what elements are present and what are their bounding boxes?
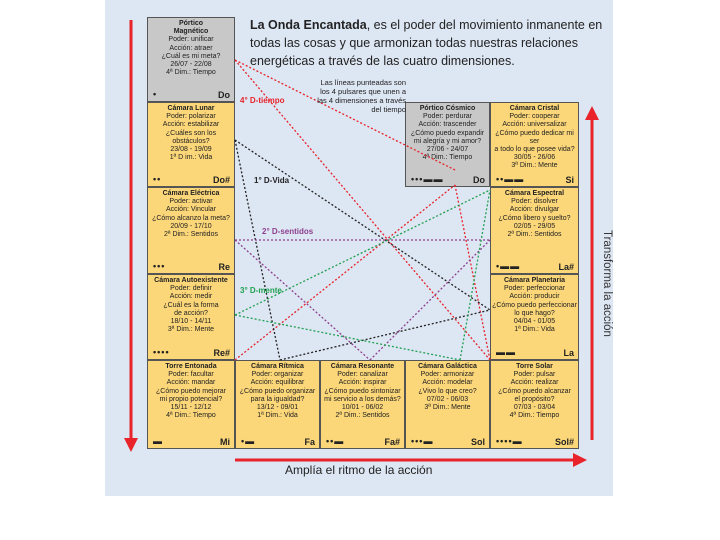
cell-line: Acción: universalizar (502, 121, 567, 129)
cell-line: ¿Vivo lo que creo? (418, 387, 477, 395)
line-sentidos-2 (235, 240, 370, 360)
label-vida: 1° D-Vida (254, 176, 290, 185)
cell-line: ¿Cómo puedo dedicar mi ser (495, 129, 574, 145)
cell-line: lo que hago? (514, 309, 555, 317)
cell-line: Poder: organizar (251, 371, 304, 379)
cell-title: Magnético (173, 28, 209, 36)
musical-note: Fa# (384, 436, 400, 447)
musical-note: La (563, 347, 574, 358)
cell-line: ¿Cómo puedo sintonizar (324, 387, 401, 395)
tone-glyph: ▬▬ (496, 346, 516, 357)
cell-title: Cámara Eléctrica (162, 190, 220, 197)
cell-line: Acción: realizar (510, 379, 559, 387)
line-sentidos-3 (370, 240, 490, 360)
cell-line: ¿Cuáles son los (165, 129, 217, 137)
cell-line: ¿Cómo alcanzo la meta? (152, 214, 230, 222)
cell-line: Poder: perfeccionar (503, 285, 566, 293)
cell-title: Cámara Cristal (509, 105, 560, 112)
bottom-arrowhead (573, 453, 587, 467)
cell-line: Poder: perdurar (422, 113, 473, 121)
label-mente: 3° D-mente (240, 286, 282, 295)
cell-line: ¿Cómo puedo expandir (410, 129, 485, 137)
cell-line: obstáculos? (172, 137, 210, 145)
cell-line: 2ª Dim.: Sentidos (164, 231, 218, 239)
label-sentidos: 2° D-sentidos (262, 227, 314, 236)
cell-line: 1ª Dim.: Vida (514, 326, 555, 334)
line-vida-3 (280, 310, 490, 360)
cell-line: 30/05 - 26/06 (513, 154, 556, 162)
cell-line: mi servicio a los demás? (324, 395, 401, 403)
musical-note: Si (565, 174, 574, 185)
musical-note: Do# (212, 174, 230, 185)
tone-glyph: •▬ (241, 435, 256, 446)
cell-line: Poder: cooperar (509, 113, 560, 121)
tone-glyph: ••• (153, 260, 166, 271)
tone-glyph: ••••▬ (496, 435, 523, 446)
tone-glyph: ••▬ (326, 435, 345, 446)
cell-title: Cámara Planetaria (503, 277, 566, 284)
cell-line: para la igualdad? (250, 395, 305, 403)
cell-line: Acción: medir (169, 293, 213, 301)
line-tiempo-3 (235, 185, 455, 360)
musical-note: Fa (304, 436, 315, 447)
cell-line: 10/01 - 06/02 (341, 404, 384, 412)
line-mente-1 (235, 190, 490, 315)
line-tiempo-4 (455, 185, 490, 360)
cell-title: Pórtico Cósmico (419, 105, 476, 112)
cell-line: Acción: modelar (422, 379, 473, 387)
cell-line: Poder: polarizar (166, 113, 216, 121)
cell-line: ¿Cuál es la forma (163, 301, 219, 309)
right-arrowhead (585, 106, 599, 120)
cell-line: 15/11 - 12/12 (170, 404, 212, 412)
cell-line: Poder: disolver (511, 198, 558, 206)
cell-line: Poder: canalizar (337, 371, 388, 379)
cell-line: mi propio potencial? (159, 395, 223, 403)
cell-line: Acción: atraer (169, 44, 213, 52)
cell-line: Poder: facultar (168, 371, 214, 379)
cell-line: 1ª D im.: Vida (169, 154, 213, 162)
cell-line: 02/05 - 29/05 (513, 222, 556, 230)
cell-line: ¿Cómo puedo perfeccionar (492, 301, 577, 309)
cell-title: Cámara Resonante (330, 363, 395, 370)
cell-line: Poder: activar (169, 198, 213, 206)
cell-line: ¿Cómo puedo alcanzar (498, 387, 571, 395)
cell-line: ¿Cómo puedo mejorar (155, 387, 227, 395)
tone-glyph: •••▬▬ (411, 173, 444, 184)
musical-note: Sol (470, 436, 485, 447)
cell-line: Acción: divulgar (509, 206, 560, 214)
musical-note: Do (218, 89, 230, 100)
cell-line: Acción: mandar (166, 379, 216, 387)
musical-note: Do (473, 174, 485, 185)
cell-line: ¿Cómo libero y suelto? (498, 214, 571, 222)
cell-line: ¿Cómo puedo organizar (239, 387, 316, 395)
label-tiempo: 4° D-tiempo (240, 96, 285, 105)
cell-title: Cámara Espectral (504, 190, 565, 197)
cell-line: Acción: inspirar (338, 379, 387, 387)
cell-line: Acción: estabilizar (162, 121, 220, 129)
cell-line: 23/08 - 19/09 (170, 146, 212, 154)
cell-line: 3ª Dim.: Mente (511, 162, 558, 170)
cell-title: Cámara Galáctica (418, 363, 477, 370)
cell-line: Acción: equilibrar (250, 379, 305, 387)
cell-line: a todo lo que posee vida? (494, 146, 575, 154)
cell-line: ¿Cuál es mi meta? (161, 52, 221, 60)
cell-line: el propósito? (514, 395, 555, 403)
cell-line: mi alegría y mi amor? (413, 137, 482, 145)
dotted-note: Las líneas punteadas son los 4 pulsares que unen a las 4 dimensiones a través del tiempo (317, 78, 406, 114)
tone-glyph: •• (153, 173, 162, 184)
musical-note: Sol# (554, 436, 574, 447)
cell-line: 4ª Dim.: Tiempo (509, 412, 560, 420)
cell-line: 2ª Dim.: Sentidos (335, 412, 390, 420)
cell-line: Acción: producir (509, 293, 560, 301)
cell-title: Torre Solar (516, 363, 553, 370)
musical-note: Re# (213, 347, 230, 358)
tone-glyph: ••▬▬ (496, 173, 525, 184)
cell-line: Acción: Vincular (165, 206, 217, 214)
cell-title: Cámara Rítmica (251, 363, 304, 370)
bottom-axis-label: Amplía el ritmo de la acción (285, 463, 433, 477)
cell-title: Torre Entonada (165, 363, 217, 370)
cell-line: Poder: pulsar (513, 371, 556, 379)
diagram-title: La Onda Encantada, es el poder del movimiento inmanente en todas las cosas y que armonizan todas nuestras relaciones energéticas a través de las cuatro dimensiones. (250, 18, 603, 68)
cell-line: 1ª Dim.: Vida (257, 412, 298, 420)
cell-title: Pórtico (178, 20, 204, 27)
cell-line: 4ª Dim.: Tiempo (166, 69, 216, 77)
cell-line: Poder: armonizar (420, 371, 475, 379)
musical-note: La# (558, 261, 574, 272)
cell-line: 04/04 - 01/05 (513, 318, 556, 326)
cell-line: 07/03 - 03/04 (513, 404, 556, 412)
cell-line: 4ª Dim.: Tiempo (422, 154, 473, 162)
right-axis-label: Transforma la acción (601, 230, 613, 337)
cell-line: 3ª Dim.: Mente (167, 326, 215, 334)
line-vida-2 (235, 137, 490, 310)
tone-glyph: •▬▬ (496, 260, 521, 271)
cell-line: 13/12 - 09/01 (256, 404, 299, 412)
tone-glyph: • (153, 88, 158, 99)
left-arrowhead (124, 438, 138, 452)
line-vida-1 (235, 140, 280, 360)
cell-line: de acción? (174, 309, 208, 317)
cell-title: Cámara Lunar (167, 105, 215, 112)
musical-note: Mi (220, 436, 230, 447)
tone-glyph: •••▬ (411, 435, 434, 446)
cell-line: Acción: trascender (418, 121, 477, 129)
cell-line: 07/02 - 06/03 (426, 395, 469, 403)
cell-line: Poder: unificar (168, 36, 214, 44)
line-mente-2 (235, 315, 460, 360)
musical-note: Re (218, 261, 230, 272)
cell-line: 27/06 - 24/07 (426, 146, 469, 154)
cell-line: 2ª Dim.: Sentidos (507, 231, 562, 239)
cell-line: 20/09 - 17/10 (170, 222, 212, 230)
tone-glyph: •••• (153, 346, 170, 357)
cell-line: 4ª Dim.: Tiempo (166, 412, 216, 420)
cell-line: 18/10 - 14/11 (170, 318, 212, 326)
line-tiempo-2 (235, 60, 455, 170)
tone-glyph: ▬ (153, 435, 163, 446)
cell-line: 26/07 - 22/08 (170, 61, 212, 69)
cell-line: 3ª Dim.: Mente (424, 404, 471, 412)
cell-line: Poder: definir (170, 285, 212, 293)
cell-title: Cámara Autoexistente (154, 277, 228, 284)
